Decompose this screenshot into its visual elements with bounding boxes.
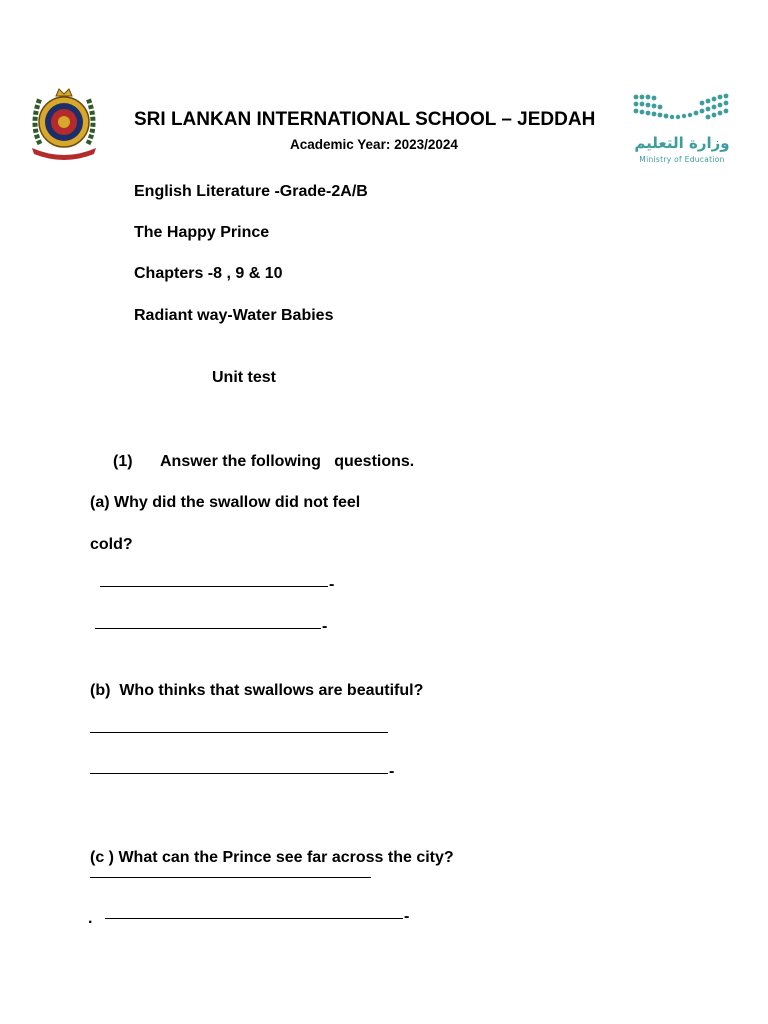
ministry-of-education-logo [632, 92, 732, 166]
ministry-english-name: Ministry of Education [639, 155, 725, 164]
section-instruction: Answer the following questions. [160, 453, 415, 470]
question-c: (c ) What can the Prince see far across the city? [90, 849, 454, 866]
answer-line-a-2[interactable] [95, 628, 321, 629]
reader-line: Radiant way-Water Babies [134, 307, 334, 324]
answer-line-c-2-start: . [88, 910, 93, 927]
subject-line: English Literature -Grade-2A/B [134, 183, 368, 200]
answer-line-b-2-end: - [389, 763, 395, 780]
ministry-dots-graphic [632, 92, 732, 136]
academic-year: Academic Year: 2023/2024 [290, 137, 458, 152]
answer-line-a-1-end: - [329, 576, 335, 593]
school-crest-logo [28, 84, 100, 162]
question-a-line-2: cold? [90, 536, 133, 553]
question-a-line-1: (a) Why did the swallow did not feel [90, 494, 361, 511]
answer-line-a-2-end: - [322, 618, 328, 635]
answer-line-b-1[interactable] [90, 732, 388, 733]
answer-line-a-1[interactable] [100, 586, 328, 587]
ministry-arabic-name: وزارة التعليم [634, 134, 730, 152]
school-name: SRI LANKAN INTERNATIONAL SCHOOL – JEDDAH [134, 109, 596, 130]
book-title: The Happy Prince [134, 224, 270, 241]
section-number: (1) [113, 453, 133, 470]
answer-line-c-1[interactable] [90, 877, 371, 878]
answer-line-c-2[interactable] [105, 918, 403, 919]
test-title: Unit test [212, 369, 276, 386]
answer-line-c-2-end: - [404, 908, 410, 925]
chapters-line: Chapters -8 , 9 & 10 [134, 265, 283, 282]
answer-line-b-2[interactable] [90, 773, 388, 774]
question-b: (b) Who thinks that swallows are beautiful? [90, 682, 424, 699]
